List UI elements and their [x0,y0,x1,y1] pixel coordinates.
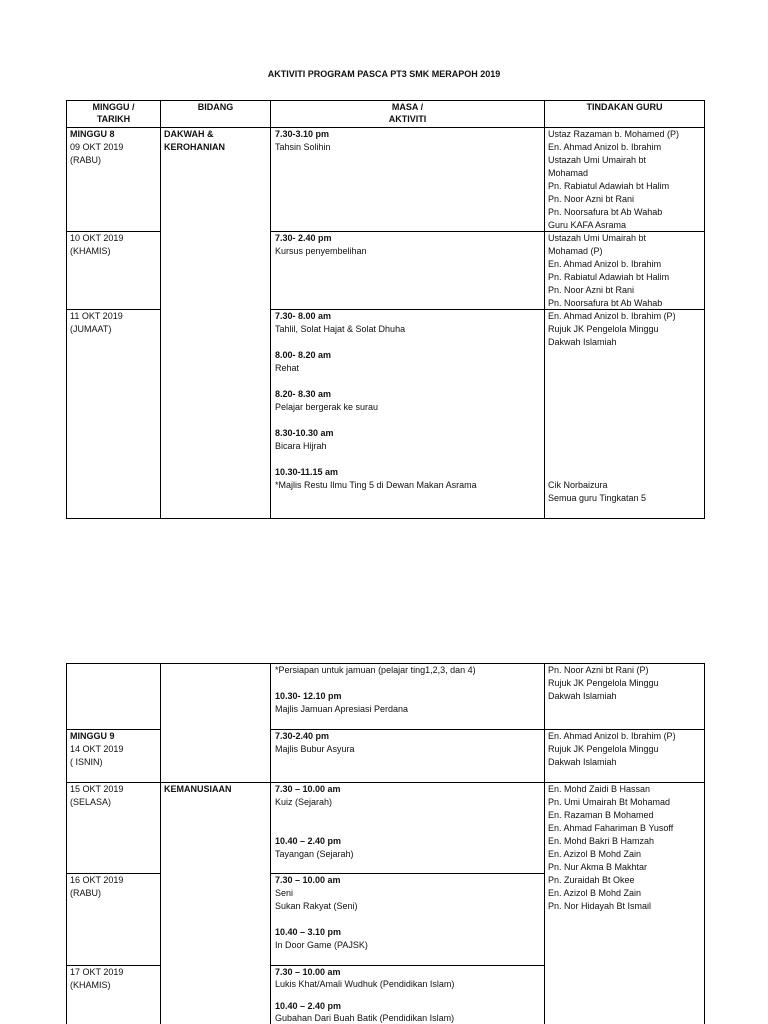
aktiviti-text: Kuiz (Sejarah) [275,797,333,807]
schedule-table-2 [66,663,705,1024]
guru-note: Rujuk JK Pengelola Minggu [548,744,659,754]
guru-cell [544,782,705,1024]
masa-time: 10.40 – 2.40 pm [275,1001,342,1011]
header-text: MINGGU / [92,102,135,112]
masa-time: 7.30- 8.00 am [275,311,332,321]
bidang-cell [160,127,271,519]
aktiviti-text: Gubahan Dari Buah Batik (Pendidikan Islam) [275,1013,455,1023]
aktiviti-text: Lukis Khat/Amali Wudhuk (Pendidikan Islam) [275,979,455,989]
masa-time: 7.30 – 10.00 am [275,784,341,794]
guru-name: Pn. Noor Azni bt Rani (P) [548,665,649,675]
tarikh-cell [66,309,161,519]
tarikh-cell [66,782,161,874]
guru-name: Pn. Rabiatul Adawiah bt Halim [548,272,670,282]
tarikh-cell [66,231,161,310]
aktiviti-text: Seni [275,888,294,898]
tarikh-cell [66,127,161,232]
tarikh-cell-empty [66,663,161,730]
guru-name: En. Mohd Zaidi B Hassan [548,784,651,794]
aktiviti-cell [270,231,545,310]
date-text: 15 OKT 2019 [70,784,124,794]
aktiviti-cell [270,663,545,730]
date-text: 09 OKT 2019 [70,142,124,152]
masa-time: 7.30-3.10 pm [275,129,330,139]
guru-name: En. Azizol B Mohd Zain [548,888,642,898]
schedule-table-1 [66,100,705,519]
header-text: TINDAKAN GURU [586,102,663,112]
guru-name: Pn. Zuraidah Bt Okee [548,875,635,885]
tarikh-cell [66,965,161,1024]
masa-time: 10.30-11.15 am [275,467,339,477]
guru-name: En. Ahmad Anizol b. Ibrahim [548,142,662,152]
header-minggu-tarikh [66,100,161,128]
guru-name: Pn. Nur Akma B Makhtar [548,862,648,872]
guru-name: En. Ahmad Anizol b. Ibrahim (P) [548,731,676,741]
header-bidang [160,100,271,128]
header-text: BIDANG [197,102,234,112]
guru-name: En. Ahmad Anizol b. Ibrahim [548,259,662,269]
aktiviti-cell [270,127,545,232]
tarikh-cell [66,873,161,966]
aktiviti-text: In Door Game (PAJSK) [275,940,368,950]
guru-name: Mohamad [548,168,589,178]
masa-time: 10.40 – 2.40 pm [275,836,342,846]
header-tindakan-guru [544,100,705,128]
aktiviti-cell [270,782,545,874]
aktiviti-text: Rehat [275,363,300,373]
guru-cell [544,729,705,783]
aktiviti-text: *Persiapan untuk jamuan (pelajar ting1,2,3, dan 4) [275,665,476,675]
guru-note: Dakwah Islamiah [548,337,617,347]
guru-cell [544,663,705,730]
header-masa-aktiviti [270,100,545,128]
masa-time: 7.30-2.40 pm [275,731,330,741]
day-text: (SELASA) [70,797,112,807]
date-text: 16 OKT 2019 [70,875,124,885]
day-text: (KHAMIS) [70,246,111,256]
masa-time: 8.00- 8.20 am [275,350,332,360]
date-text: 14 OKT 2019 [70,744,124,754]
day-text: ( ISNIN) [70,757,103,767]
guru-name: En. Ahmad Anizol b. Ibrahim (P) [548,311,676,321]
tarikh-cell [66,729,161,783]
guru-note: Dakwah Islamiah [548,757,617,767]
header-text: TARIKH [96,114,131,124]
date-text: 17 OKT 2019 [70,967,124,977]
day-text: (RABU) [70,155,101,165]
guru-name: Guru KAFA Asrama [548,220,627,230]
document-title: AKTIVITI PROGRAM PASCA PT3 SMK MERAPOH 2019 [267,69,501,79]
guru-name: Ustazah Umi Umairah bt [548,155,647,165]
aktiviti-cell [270,729,545,783]
guru-name: En. Mohd Bakri B Hamzah [548,836,655,846]
guru-name: Pn. Umi Umairah Bt Mohamad [548,797,671,807]
masa-time: 7.30- 2.40 pm [275,233,332,243]
guru-name: En. Azizol B Mohd Zain [548,849,642,859]
guru-cell [544,309,705,519]
guru-name: Cik Norbaizura [548,480,608,490]
day-text: (RABU) [70,888,101,898]
day-text: (KHAMIS) [70,980,111,990]
aktiviti-text: Tahsin Solihin [275,142,331,152]
masa-time: 8.20- 8.30 am [275,389,332,399]
aktiviti-text: *Majlis Restu Ilmu Ting 5 di Dewan Makan Asrama [275,480,477,490]
header-text: AKTIVITI [388,114,427,124]
guru-name: Pn. Noorsafura bt Ab Wahab [548,298,663,308]
guru-cell [544,231,705,310]
guru-name: Pn. Nor Hidayah Bt Ismail [548,901,652,911]
guru-name: Pn. Rabiatul Adawiah bt Halim [548,181,670,191]
week-label: MINGGU 8 [70,129,115,139]
day-text: (JUMAAT) [70,324,112,334]
guru-note: Semua guru Tingkatan 5 [548,493,647,503]
aktiviti-text: Pelajar bergerak ke surau [275,402,379,412]
date-text: 11 OKT 2019 [70,311,123,321]
guru-name: En. Ahmad Fahariman B Yusoff [548,823,674,833]
aktiviti-text: Majlis Jamuan Apresiasi Perdana [275,704,409,714]
aktiviti-text: Bicara Hijrah [275,441,327,451]
aktiviti-text: Sukan Rakyat (Seni) [275,901,358,911]
guru-name: En. Razaman B Mohamed [548,810,654,820]
bidang-label: KEMANUSIAAN [164,784,232,794]
masa-time: 8.30-10.30 am [275,428,334,438]
bidang-cell [160,782,271,1024]
aktiviti-cell [270,309,545,519]
guru-cell [544,127,705,232]
guru-name: Pn. Noor Azni bt Rani [548,285,635,295]
guru-note: Dakwah Islamiah [548,691,617,701]
aktiviti-text: Tayangan (Sejarah) [275,849,354,859]
aktiviti-cell [270,965,545,1024]
week-label: MINGGU 9 [70,731,115,741]
masa-time: 10.40 – 3.10 pm [275,927,342,937]
guru-name: Pn. Noorsafura bt Ab Wahab [548,207,663,217]
masa-time: 7.30 – 10.00 am [275,967,341,977]
aktiviti-cell [270,873,545,966]
bidang-label: DAKWAH & [164,129,214,139]
bidang-label: KEROHANIAN [164,142,226,152]
aktiviti-text: Kursus penyembelihan [275,246,367,256]
aktiviti-text: Majlis Bubur Asyura [275,744,355,754]
bidang-cell-empty [160,663,271,783]
masa-time: 10.30- 12.10 pm [275,691,342,701]
guru-name: Pn. Noor Azni bt Rani [548,194,635,204]
guru-name: Ustaz Razaman b. Mohamed (P) [548,129,680,139]
guru-note: Rujuk JK Pengelola Minggu [548,678,659,688]
masa-time: 7.30 – 10.00 am [275,875,341,885]
date-text: 10 OKT 2019 [70,233,124,243]
aktiviti-text: Tahlil, Solat Hajat & Solat Dhuha [275,324,406,334]
guru-note: Rujuk JK Pengelola Minggu [548,324,659,334]
guru-name: Mohamad (P) [548,246,603,256]
guru-name: Ustazah Umi Umairah bt [548,233,647,243]
header-text: MASA / [391,102,424,112]
